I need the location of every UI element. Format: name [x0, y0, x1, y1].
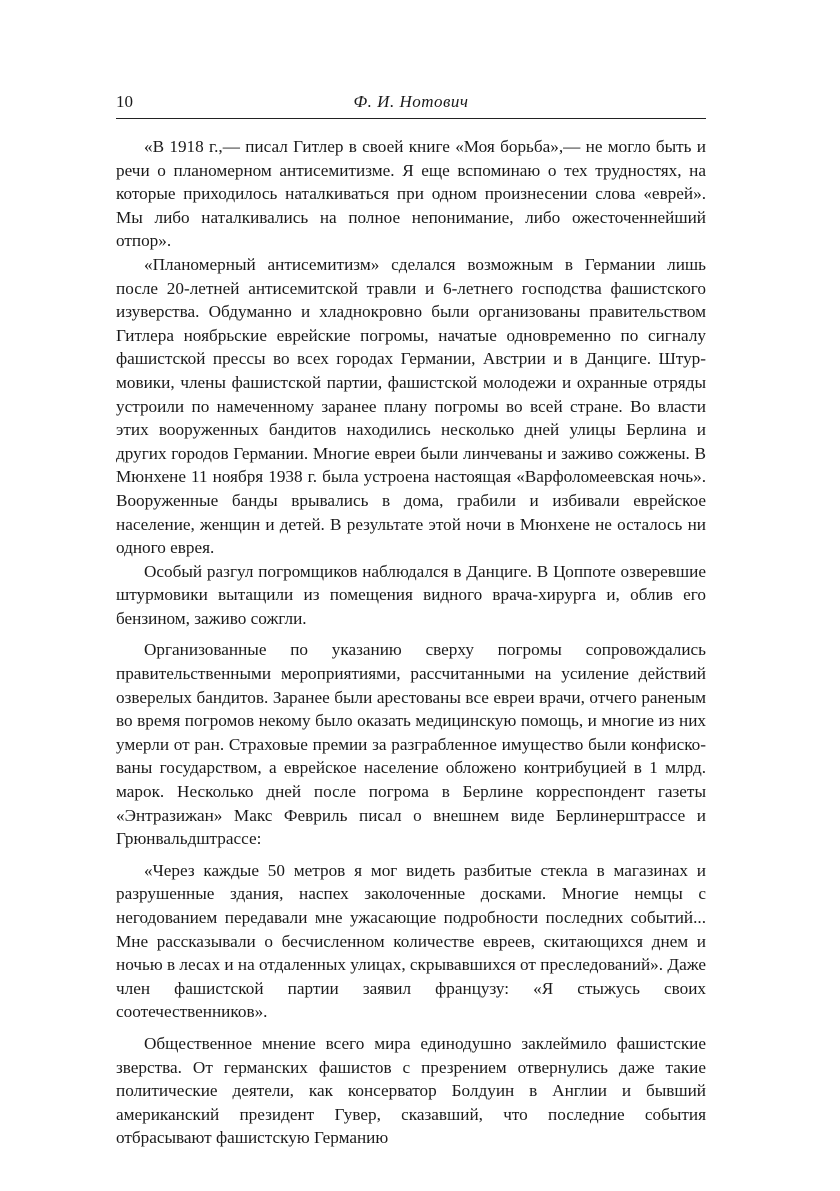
- paragraph-hitler-quote: «В 1918 г.,— писал Гитлер в своей книге «Моя борьба»,— не могло быть и речи о планомерном антисемитизме. Я еще вспоминаю о тех трудностях, на которые приходилось наталкиваться при одном произнесении слова «еврей». Мы либо наталкивались на полное непонимание, либо ожесточеннейший отпор».: [116, 137, 706, 251]
- running-head: [116, 88, 706, 119]
- paragraph-correspondent-quote: «Через каждые 50 метров я мог видеть разбитые стекла в магазинах и разрушенные здания, наспех заколоченные досками. Многие немцы с негодованием передавали мне ужасающие подробности последних событий... Мне рассказывали о бесчисленном количестве евреев, скитающихся днем и ночью в лесах и на отдаленных улицах, скрывавшихся от преследований». Даже член фашистской партии заявил французу: «Я стыжусь своих соотечественников».: [116, 860, 706, 1022]
- paragraph-danzig: Особый разгул погромщиков наблюдался в Данциге. В Цоппоте озверевшие штурмовики вытащили из помещения видного врача-хирурга и, облив его бензином, заживо сожгли.: [116, 561, 706, 628]
- running-title: Ф. И. Нотович: [353, 92, 469, 111]
- page-number: 10: [116, 92, 133, 111]
- paragraph-government-measures: Организованные по указанию сверху погромы сопровождались правительственными мероприятиями, рассчитанными на усиление действий озверелых бандитов. Заранее были арестованы все евреи врачи, отчего раненым во время погромов некому было оказать медицинскую помощь, и многие из них умерли от ран. Страховые премии за разграбленное имущество были конфискованы государством, а еврейское население обложено контрибуцией в 1 млрд. марок. Несколько дней после погрома в Берлине корреспондент газеты «Энтразижан» Макс Февриль писал о внешнем виде Берлинерштрассе и Грюнвальдштрассе:: [116, 640, 706, 849]
- paragraph-pogroms: «Планомерный антисемитизм» сделался возможным в Германии лишь после 20-летней антисемитской травли и 6-летнего господства фашистского изуверства. Обдуманно и хладнокровно были организованы правительством Гитлера ноябрьские еврейские погромы, начатые одновременно по сигналу фашистской прессы во всех городах Германии, Австрии и в Данциге. Штурмовики, члены фашистской партии, фашистской молодежи и охранные отряды устроили по намеченному заранее плану погромы во всей стране. Во власти этих вооруженных бандитов находились несколько дней улицы Берлина и других городов Германии. Многие евреи были линчеваны и заживо сожжены. В Мюнхене 11 ноября 1938 г. была устроена настоящая «Варфоломеевская ночь». Вооруженные банды врывались в дома, грабили и избивали еврейское население, женщин и детей. В результате этой ночи в Мюнхене не осталось ни одного еврея.: [116, 254, 706, 558]
- body-text: [116, 135, 706, 1150]
- book-page: [116, 88, 706, 1150]
- paragraph-world-opinion: Общественное мнение всего мира единодушно заклеймило фашистские зверства. От германских фашистов с презрением отвернулись даже такие политические деятели, как консерватор Болдуин в Англии и бывший американский президент Гувер, сказавший, что последние события отбрасывают фашистскую Германию: [116, 1033, 706, 1148]
